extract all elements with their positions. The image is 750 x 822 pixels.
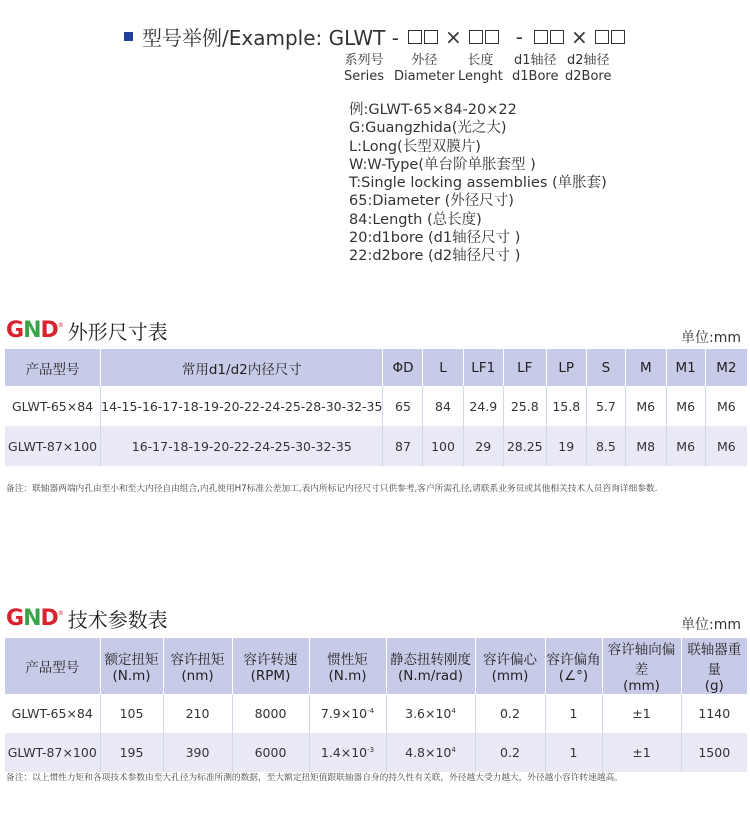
technical-note: 备注：以上惯性力矩和各项技术参数由至大孔径为标准所测的数据，至大额定扭矩值跟联轴器自身的持久性有关联，外径越大受力越大，外径越小容许转速越高。 — [6, 773, 623, 783]
length-placeholder — [468, 30, 500, 44]
example-line: 84:Length (总长度) — [349, 211, 482, 228]
example-prefix: 型号举例/Example: GLWT - — [142, 26, 399, 50]
col-header: 容许偏心 (mm) — [475, 638, 545, 694]
label-length: 长度 Lenght — [458, 53, 503, 84]
cell: $1.4\times 10^{-3}$ — [309, 733, 386, 772]
cell: 1 — [545, 694, 602, 733]
cell: GLWT-65×84 — [5, 386, 101, 426]
cell: 16-17-18-19-20-22-24-25-30-32-35 — [101, 426, 383, 466]
cell: 8000 — [232, 694, 309, 733]
col-header: M — [625, 349, 666, 386]
d2-placeholder — [594, 30, 626, 44]
example-line: 22:d2bore (d2轴径尺寸 ) — [349, 248, 521, 265]
dimensions-note: 备注：联轴器两端内孔由至小和至大内径自由组合,内孔使用H7标准公差加工,表内所标记内径尺寸只供参考,客户所需孔径,请联系业务员或其他相关技术人员咨询详细参数. — [6, 484, 658, 494]
cell: 0.2 — [475, 694, 545, 733]
square-bullet-icon — [124, 32, 133, 41]
example-line: 例:GLWT-65×84-20×22 — [349, 102, 517, 118]
example-line: 65:Diameter (外径尺寸) — [349, 193, 514, 210]
technical-title: 技术参数表 — [67, 608, 168, 632]
diameter-placeholder — [407, 30, 439, 44]
col-header: 容许扭矩 (nm) — [163, 638, 232, 694]
table-row — [5, 733, 747, 772]
cell: 6000 — [232, 733, 309, 772]
cell: 19 — [546, 426, 586, 466]
cell: GLWT-87×100 — [5, 733, 100, 772]
dash-sign: - — [515, 24, 523, 49]
col-header: 容许转速 (RPM) — [232, 638, 309, 694]
table-row — [5, 386, 747, 426]
label-series: 系列号 Series — [344, 53, 384, 84]
cell: 195 — [100, 733, 163, 772]
cell: 105 — [100, 694, 163, 733]
example-line: T:Single locking assemblies (单胀套) — [349, 175, 607, 192]
cell: 65 — [383, 386, 423, 426]
cell: 1140 — [681, 694, 747, 733]
dimensions-header — [6, 316, 168, 345]
col-header: L — [423, 349, 463, 386]
gnd-logo: G N D ® — [6, 606, 64, 631]
label-d2bore: d2轴径 d2Bore — [565, 53, 612, 84]
dimensions-header-row — [5, 349, 747, 386]
technical-header-row — [5, 638, 747, 694]
times-sign-2: × — [570, 24, 588, 49]
cell: 24.9 — [463, 386, 503, 426]
table-row — [5, 694, 747, 733]
label-d1bore: d1轴径 d1Bore — [512, 53, 559, 84]
example-line: W:W-Type(单台阶单胀套型 ) — [349, 156, 536, 173]
cell: $7.9\times 10^{-4}$ — [309, 694, 386, 733]
col-header: 额定扭矩 (N.m) — [100, 638, 163, 694]
cell: 15.8 — [546, 386, 586, 426]
technical-header — [6, 604, 168, 633]
cell: M6 — [625, 386, 666, 426]
example-line: 20:d1bore (d1轴径尺寸 ) — [349, 230, 521, 247]
cell: 5.7 — [586, 386, 625, 426]
cell: 1 — [545, 733, 602, 772]
cell: $3.6\times 10^4$ — [386, 694, 475, 733]
col-header: 容许轴向偏差 (mm) — [602, 638, 681, 694]
cell: 8.5 — [586, 426, 625, 466]
cell: ±1 — [602, 733, 681, 772]
example-line: G:Guangzhida(光之大) — [349, 120, 507, 137]
col-header: 产品型号 — [5, 349, 101, 386]
cell: M6 — [666, 386, 705, 426]
col-header: 常用d1/d2内径尺寸 — [101, 349, 383, 386]
cell: $4.8\times 10^4$ — [386, 733, 475, 772]
cell: 1500 — [681, 733, 747, 772]
col-header: 容许偏角 (∠°) — [545, 638, 602, 694]
technical-unit: 单位:mm — [681, 617, 741, 633]
col-header: 静态扭转刚度 (N.m/rad) — [386, 638, 475, 694]
col-header: M1 — [666, 349, 705, 386]
technical-table — [5, 638, 747, 772]
cell: 210 — [163, 694, 232, 733]
cell: 25.8 — [503, 386, 546, 426]
gnd-logo: G N D ® — [6, 318, 64, 343]
example-explanation — [349, 101, 607, 266]
cell: GLWT-65×84 — [5, 694, 100, 733]
col-header: 惯性矩 (N.m) — [309, 638, 386, 694]
cell: 29 — [463, 426, 503, 466]
label-diameter: 外径 Diameter — [394, 53, 455, 84]
cell: 0.2 — [475, 733, 545, 772]
col-header: LP — [546, 349, 586, 386]
example-title — [124, 22, 626, 51]
cell: 84 — [423, 386, 463, 426]
cell: GLWT-87×100 — [5, 426, 101, 466]
cell: M8 — [625, 426, 666, 466]
cell: 100 — [423, 426, 463, 466]
col-header: M2 — [705, 349, 747, 386]
col-header: S — [586, 349, 625, 386]
cell: M6 — [666, 426, 705, 466]
cell: 28.25 — [503, 426, 546, 466]
cell: 390 — [163, 733, 232, 772]
cell: M6 — [705, 426, 747, 466]
cell: M6 — [705, 386, 747, 426]
dimensions-title: 外形尺寸表 — [67, 320, 168, 344]
dimensions-unit: 单位:mm — [681, 330, 741, 346]
cell: ±1 — [602, 694, 681, 733]
col-header: LF — [503, 349, 546, 386]
cell: 87 — [383, 426, 423, 466]
col-header: 产品型号 — [5, 638, 100, 694]
table-row — [5, 426, 747, 466]
times-sign: × — [444, 24, 462, 49]
dimensions-table — [5, 349, 747, 466]
col-header: 联轴器重量 (g) — [681, 638, 747, 694]
cell: 14-15-16-17-18-19-20-22-24-25-28-30-32-35 — [101, 386, 383, 426]
example-line: L:Long(长型双膜片) — [349, 138, 481, 155]
d1-placeholder — [533, 30, 565, 44]
col-header: LF1 — [463, 349, 503, 386]
col-header: ΦD — [383, 349, 423, 386]
